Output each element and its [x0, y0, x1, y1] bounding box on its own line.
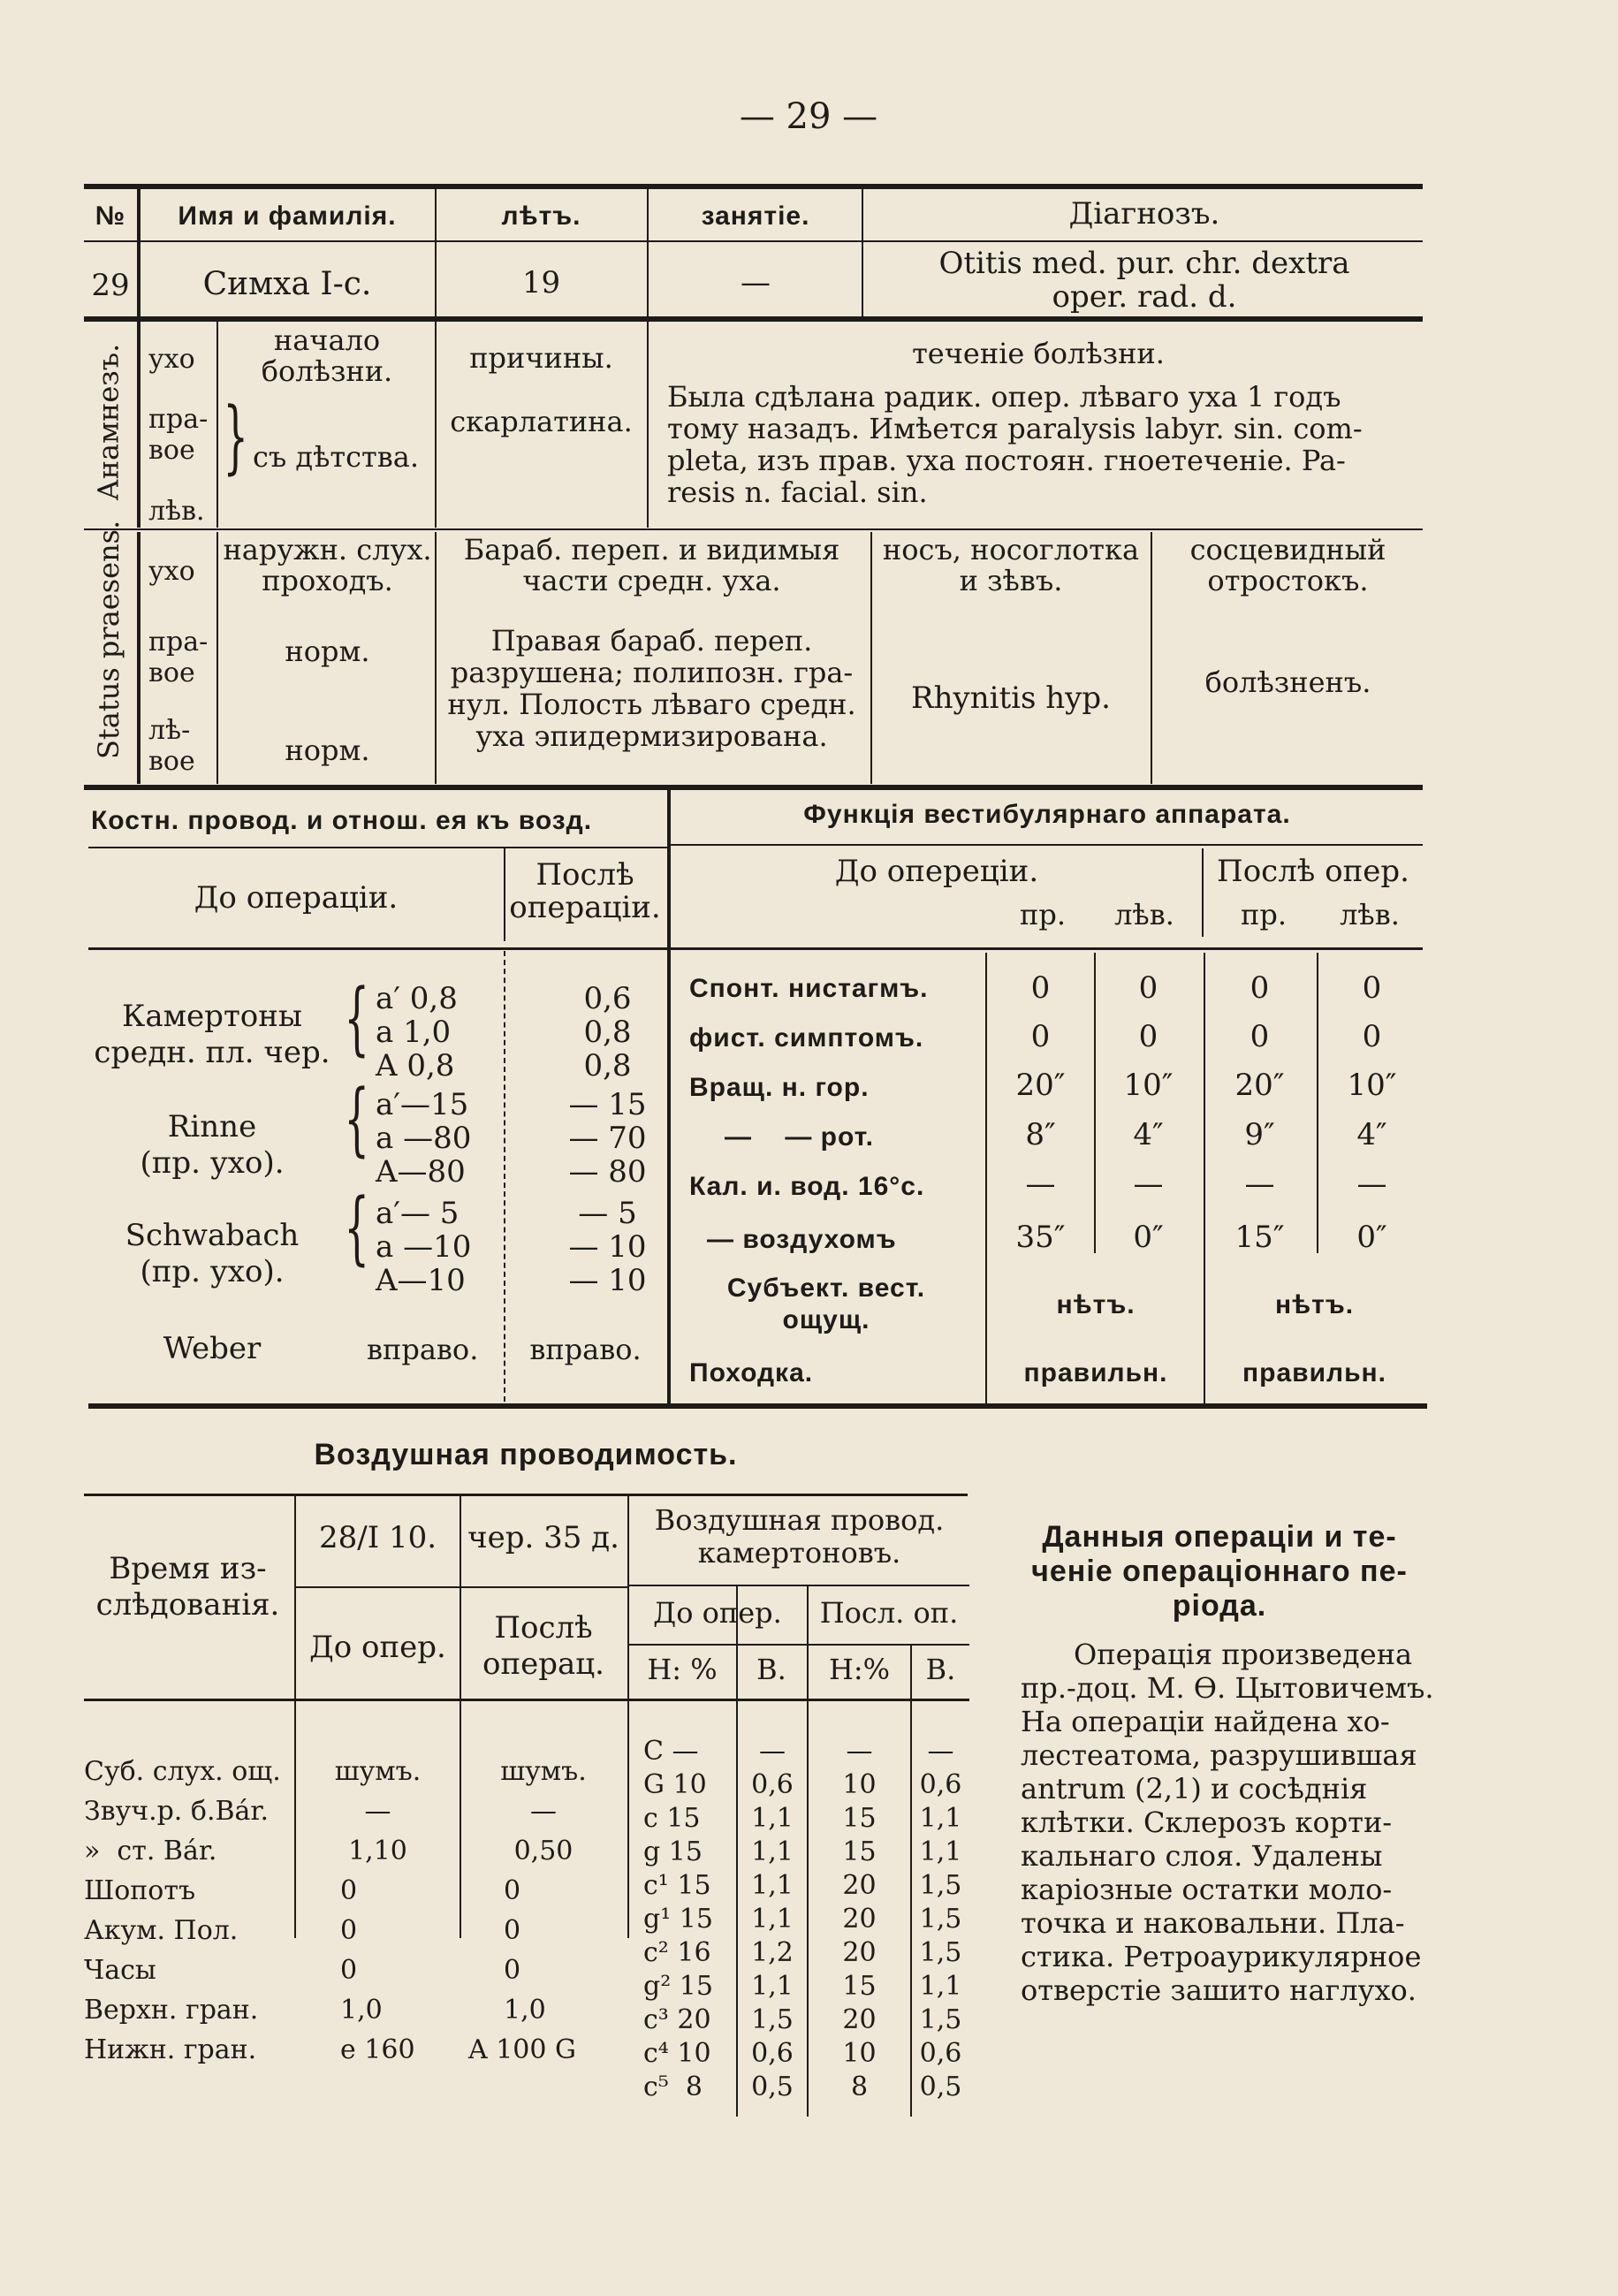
vestibular-value: 20″ [1015, 1068, 1066, 1103]
fork-b2: 1,1 [919, 1971, 962, 2002]
vestibular-value: 10″ [1347, 1068, 1397, 1103]
air-date-1: 28/I 10. [318, 1520, 437, 1555]
col-name-header: Имя и фамилія. [178, 201, 397, 231]
air-row-label: Акум. Пол. [84, 1915, 239, 1946]
bone-after-header: Послѣ операціи. [509, 857, 661, 926]
rule [88, 847, 667, 848]
rule [216, 320, 218, 528]
vestibular-row-label: Вращ. н. гор. [689, 1073, 870, 1102]
fork-value: g 15 [643, 1836, 703, 1867]
air-row-before: 0 [340, 1915, 358, 1946]
fork-h2: 10 [842, 1769, 877, 1800]
tuning-sub-b: B. [756, 1653, 786, 1686]
rule [504, 951, 505, 1402]
nose-value: Rhynitis hyp. [911, 680, 1111, 716]
vestibular-row-label: Спонт. нистагмъ. [689, 974, 929, 1003]
fork-h2: 15 [842, 1971, 877, 2002]
patient-number: 29 [91, 268, 130, 303]
brace: { [344, 1073, 369, 1166]
mastoid-value: болѣзненъ. [1204, 665, 1371, 699]
vestibular-value: 35″ [1015, 1220, 1066, 1255]
col-age-header: лѣтъ. [501, 201, 581, 231]
bone-after-value: — 80 [568, 1154, 647, 1190]
fork-b2: 1,1 [919, 1803, 962, 1834]
vestibular-header: Функція вестибулярнаго аппарата. [803, 800, 1291, 829]
vestibular-before-header: До опереціи. [834, 854, 1039, 889]
fork-b: 1,1 [751, 1971, 794, 2002]
operation-line: лестеатома, разрушившая [1021, 1738, 1417, 1772]
vestibular-value: 0 [1362, 970, 1382, 1006]
subjective-after: нѣтъ. [1274, 1290, 1355, 1319]
operation-line: точка и наковальни. Пла- [1021, 1906, 1405, 1940]
vestibular-value: 0″ [1356, 1220, 1387, 1255]
fork-value: c¹ 15 [643, 1870, 711, 1901]
patient-occupation: — [741, 265, 771, 300]
air-row-label: Звуч.р. б.Bár. [84, 1796, 269, 1827]
canal-header: наружн. слух. проходъ. [223, 533, 432, 598]
fork-b: 1,5 [751, 2004, 794, 2035]
vestibular-col-right-before: пр. [1020, 898, 1066, 931]
rule [1317, 953, 1318, 1253]
drum-line: нул. Полость лѣваго средн. [447, 688, 856, 721]
operation-line: пр.-доц. М. Ѳ. Цытовичемъ. [1021, 1671, 1434, 1705]
col-occupation-header: занятіе. [701, 201, 810, 231]
air-row-before: e 160 [340, 2034, 415, 2065]
bone-after-value: — 70 [568, 1121, 647, 1156]
rule [1094, 953, 1096, 1253]
rule [629, 1644, 969, 1646]
fork-b: 1,1 [751, 1803, 794, 1834]
patient-name: Симха I-с. [202, 266, 372, 302]
vestibular-value: 15″ [1234, 1220, 1285, 1255]
fork-value: C — [643, 1736, 699, 1767]
gait-before: правильн. [1023, 1358, 1168, 1387]
course-header: теченіе болѣзни. [912, 337, 1165, 370]
gait-label: Походка. [689, 1358, 814, 1387]
fork-h2: 20 [842, 1937, 877, 1968]
bone-header: Костн. провод. и отнош. ея къ возд. [91, 806, 593, 835]
drum-line: Правая бараб. переп. [490, 624, 813, 658]
rule [862, 187, 863, 318]
rule [88, 1403, 1427, 1409]
fork-b: 0,6 [751, 2038, 794, 2069]
anamnesis-left: лѣв. [148, 496, 205, 527]
air-row-before: — [364, 1796, 391, 1827]
fork-value: c² 16 [643, 1937, 711, 1968]
rule [435, 187, 437, 318]
page-number: — 29 — [739, 96, 878, 137]
air-row-after: 0 [504, 1955, 521, 1986]
drum-line: уха эпидермизирована. [475, 719, 828, 753]
status-right: пра- вое [148, 627, 209, 688]
fork-h2: 20 [842, 1870, 877, 1901]
operation-line: каріозные остатки моло- [1021, 1873, 1393, 1906]
rule [296, 1586, 627, 1588]
fork-h2: 15 [842, 1803, 877, 1834]
rule [629, 1585, 969, 1586]
bone-after-value: — 10 [568, 1229, 647, 1265]
fork-b2: 0,6 [919, 1769, 962, 1800]
anamnesis-right: пра- вое [148, 404, 209, 466]
air-row-before: шумъ. [334, 1756, 422, 1787]
vestibular-value: — [1025, 1167, 1056, 1202]
rule [84, 1494, 968, 1496]
rule [84, 184, 1423, 189]
course-line: тому назадъ. Имѣется paralysis labyr. sin. com- [667, 412, 1363, 445]
air-before-header: До опер. [309, 1630, 446, 1665]
causes-value: скарлатина. [450, 405, 633, 438]
air-row-after: шумъ. [500, 1756, 587, 1787]
fork-b2: — [927, 1736, 954, 1767]
tuning-sub-h2: H:% [828, 1653, 891, 1686]
bone-before-value: a —80 [376, 1121, 472, 1156]
brace: { [344, 972, 369, 1065]
rule [137, 187, 141, 318]
rule [216, 532, 218, 784]
operation-line: antrum (2,1) и сосѣднія [1021, 1772, 1368, 1806]
rule [435, 320, 437, 528]
bone-before-value: a′— 5 [376, 1196, 460, 1231]
rule [985, 953, 987, 1403]
operation-line: На операціи найдена хо- [1021, 1705, 1390, 1738]
fork-b: 0,5 [751, 2072, 794, 2102]
subjective-before: нѣтъ. [1056, 1290, 1136, 1319]
vestibular-after-header: Послѣ опер. [1217, 854, 1409, 889]
vestibular-value: — [1133, 1167, 1164, 1202]
rule [84, 240, 1423, 242]
air-row-after: 1,0 [504, 1995, 546, 2026]
fork-b: — [759, 1736, 786, 1767]
air-row-after: 0 [504, 1875, 521, 1906]
rule [84, 528, 1423, 530]
drum-header: Бараб. переп. и видимыя части средн. уха. [463, 533, 840, 598]
vestibular-row-label: Кал. и. вод. 16°c. [689, 1172, 925, 1201]
bone-before-value: A 0,8 [376, 1048, 455, 1083]
tuning-before-header: До опер. [653, 1596, 782, 1630]
status-side-label: Status praesens. [92, 520, 125, 759]
vestibular-row-label: — воздухомъ [707, 1225, 897, 1254]
fork-value: g¹ 15 [643, 1904, 713, 1935]
rule [1151, 532, 1152, 784]
gait-after: правильн. [1242, 1358, 1386, 1387]
brace: { [344, 1182, 369, 1274]
brace: } [223, 391, 248, 483]
fork-value: c⁵ 8 [643, 2072, 703, 2102]
air-title: Воздушная проводимость. [314, 1438, 738, 1471]
air-row-after: — [530, 1796, 557, 1827]
fork-b: 1,1 [751, 1904, 794, 1935]
course-line: resis n. facial. sin. [667, 475, 928, 509]
rule [88, 947, 1423, 950]
rule [1204, 953, 1205, 1403]
diagnosis-line-2: oper. rad. d. [1052, 279, 1237, 315]
air-row-label: Верхн. гран. [84, 1995, 259, 2026]
bone-before-value: A—10 [376, 1263, 466, 1298]
rule [435, 532, 437, 784]
air-row-label: Шопотъ [84, 1875, 196, 1906]
rule [670, 844, 1423, 846]
tuning-after-header: Посл. оп. [819, 1596, 959, 1630]
weber-after: вправо. [529, 1333, 642, 1366]
bone-after-value: — 15 [568, 1087, 647, 1122]
rule [84, 785, 1423, 790]
bone-before-value: a′—15 [376, 1087, 469, 1122]
fork-h2: 20 [842, 1904, 877, 1935]
air-row-before: 1,10 [348, 1836, 407, 1866]
anamnesis-ear: ухо [148, 344, 195, 375]
bone-after-value: — 5 [578, 1196, 637, 1231]
air-row-label: Часы [84, 1955, 156, 1986]
vestibular-value: 4″ [1356, 1117, 1387, 1152]
col-number-header: № [95, 201, 126, 231]
vestibular-row-label: фист. симптомъ. [689, 1023, 924, 1053]
anamnesis-side-label: Анамнезъ. [91, 343, 125, 501]
vestibular-value: 0 [1250, 1019, 1270, 1054]
operation-line: кальнаго слоя. Удалены [1021, 1839, 1383, 1873]
air-row-label: Нижн. гран. [84, 2034, 257, 2065]
vestibular-row-label: — — рот. [725, 1122, 874, 1152]
bone-after-value: 0,6 [583, 981, 632, 1016]
diagnosis-line-1: Otitis med. pur. chr. dextra [938, 246, 1350, 281]
canal-right: норм. [285, 635, 370, 668]
air-row-before: 0 [340, 1955, 358, 1986]
fork-b2: 1,5 [919, 1904, 962, 1935]
operation-line: Операція произведена [1074, 1638, 1413, 1671]
vestibular-value: 8″ [1025, 1117, 1056, 1152]
bone-after-value: — 10 [568, 1263, 647, 1298]
fork-b: 1,1 [751, 1870, 794, 1901]
weber-label: Weber [163, 1331, 262, 1366]
rule [647, 320, 649, 528]
operation-title: Данныя операціи и те- ченіе операціоннаго пе- ріода. [1031, 1520, 1408, 1623]
vestibular-value: — [1356, 1167, 1387, 1202]
fork-h2: 20 [842, 2004, 877, 2035]
nose-header: носъ, носоглотка и зѣвъ. [882, 533, 1140, 598]
fork-value: G 10 [643, 1769, 707, 1800]
weber-before: вправо. [367, 1333, 479, 1366]
tuning-forks-label: Камертоны средн. пл. чер. [94, 999, 330, 1070]
status-ear: ухо [148, 556, 195, 587]
bone-before-value: a′ 0,8 [376, 981, 458, 1016]
bone-after-value: 0,8 [583, 1015, 632, 1050]
tuning-sub-h: H: % [647, 1653, 718, 1686]
fork-h2: 15 [842, 1836, 877, 1867]
tuning-header: Воздушная провод. камертоновъ. [654, 1503, 945, 1570]
schwabach-label: Schwabach (пр. ухо). [125, 1218, 300, 1289]
vestibular-value: 0 [1030, 1019, 1051, 1054]
vestibular-value: 0″ [1133, 1220, 1164, 1255]
vestibular-value: 4″ [1133, 1117, 1164, 1152]
canal-left: норм. [285, 734, 370, 767]
fork-b2: 1,5 [919, 1937, 962, 1968]
drum-line: разрушена; полипозн. гра- [450, 656, 854, 689]
vestibular-value: 10″ [1123, 1068, 1174, 1103]
rule [84, 316, 1423, 322]
onset-value: съ дѣтства. [252, 440, 420, 474]
operation-line: стика. Ретроаурикулярное [1021, 1940, 1422, 1973]
bone-before-value: a —10 [376, 1229, 472, 1265]
fork-b2: 1,1 [919, 1836, 962, 1867]
air-time-header: Время из- слѣдованія. [95, 1551, 280, 1623]
air-after-header: Послѣ операц. [482, 1610, 604, 1682]
rule [294, 1496, 296, 1938]
subjective-label: Субъект. вест. ощущ. [726, 1273, 926, 1334]
vestibular-col-right-after: пр. [1241, 898, 1287, 931]
air-row-before: 1,0 [340, 1995, 383, 2026]
fork-value: c 15 [643, 1803, 701, 1834]
bone-before-value: a 1,0 [376, 1015, 452, 1050]
rule [1202, 848, 1204, 937]
vestibular-col-left-before: лѣв. [1114, 898, 1174, 931]
fork-value: c⁴ 10 [643, 2038, 711, 2069]
rinne-label: Rinne (пр. ухо). [140, 1109, 285, 1181]
fork-h2: 8 [850, 2072, 869, 2102]
bone-before-value: A—80 [376, 1154, 466, 1190]
vestibular-value: 0 [1138, 970, 1158, 1006]
air-row-before: 0 [340, 1875, 358, 1906]
operation-line: отверстіе зашито наглухо. [1021, 1973, 1417, 2007]
bone-before-header: До операціи. [194, 880, 399, 916]
onset-header: начало болѣзни. [261, 323, 393, 389]
course-line: Была сдѣлана радик. опер. лѣваго уха 1 годъ [667, 380, 1341, 414]
tuning-sub-b2: B. [925, 1653, 956, 1686]
air-date-2: чер. 35 д. [467, 1520, 619, 1555]
air-row-label: » ст. Bár. [84, 1836, 217, 1866]
air-row-label: Суб. слух. ощ. [84, 1756, 281, 1787]
rule [460, 1496, 461, 1938]
air-row-after: A 100 G [468, 2034, 576, 2065]
vestibular-value: 0 [1138, 1019, 1158, 1054]
rule [647, 187, 649, 318]
rule [137, 532, 141, 784]
fork-b2: 0,5 [919, 2072, 962, 2102]
rule [870, 532, 872, 784]
fork-b2: 0,6 [919, 2038, 962, 2069]
vestibular-value: 20″ [1234, 1068, 1285, 1103]
vestibular-value: 0 [1030, 970, 1051, 1006]
fork-b: 0,6 [751, 1769, 794, 1800]
fork-b2: 1,5 [919, 2004, 962, 2035]
patient-age: 19 [521, 265, 561, 300]
mastoid-header: сосцевидный отростокъ. [1189, 533, 1386, 598]
operation-line: клѣтки. Склерозъ корти- [1021, 1806, 1393, 1839]
vestibular-col-left-after: лѣв. [1340, 898, 1400, 931]
causes-header: причины. [469, 341, 613, 375]
vestibular-value: 9″ [1244, 1117, 1275, 1152]
fork-b: 1,2 [751, 1937, 794, 1968]
air-row-after: 0,50 [513, 1836, 574, 1866]
fork-h2: — [846, 1736, 873, 1767]
rule [84, 1699, 969, 1701]
bone-after-value: 0,8 [583, 1048, 632, 1083]
fork-b2: 1,5 [919, 1870, 962, 1901]
vestibular-value: 0 [1250, 970, 1270, 1006]
fork-b: 1,1 [751, 1836, 794, 1867]
fork-value: c³ 20 [643, 2004, 711, 2035]
status-left: лѣ- вое [148, 715, 195, 777]
rule [137, 320, 141, 528]
fork-value: g² 15 [643, 1971, 713, 2002]
vestibular-value: 0 [1362, 1019, 1382, 1054]
course-line: pleta, изъ прав. уха постоян. гноетеченіе. Pa- [667, 444, 1346, 477]
col-diagnosis-header: Діагнозъ. [1068, 196, 1220, 232]
vestibular-value: — [1244, 1167, 1275, 1202]
fork-h2: 10 [842, 2038, 877, 2069]
air-row-after: 0 [504, 1915, 521, 1946]
